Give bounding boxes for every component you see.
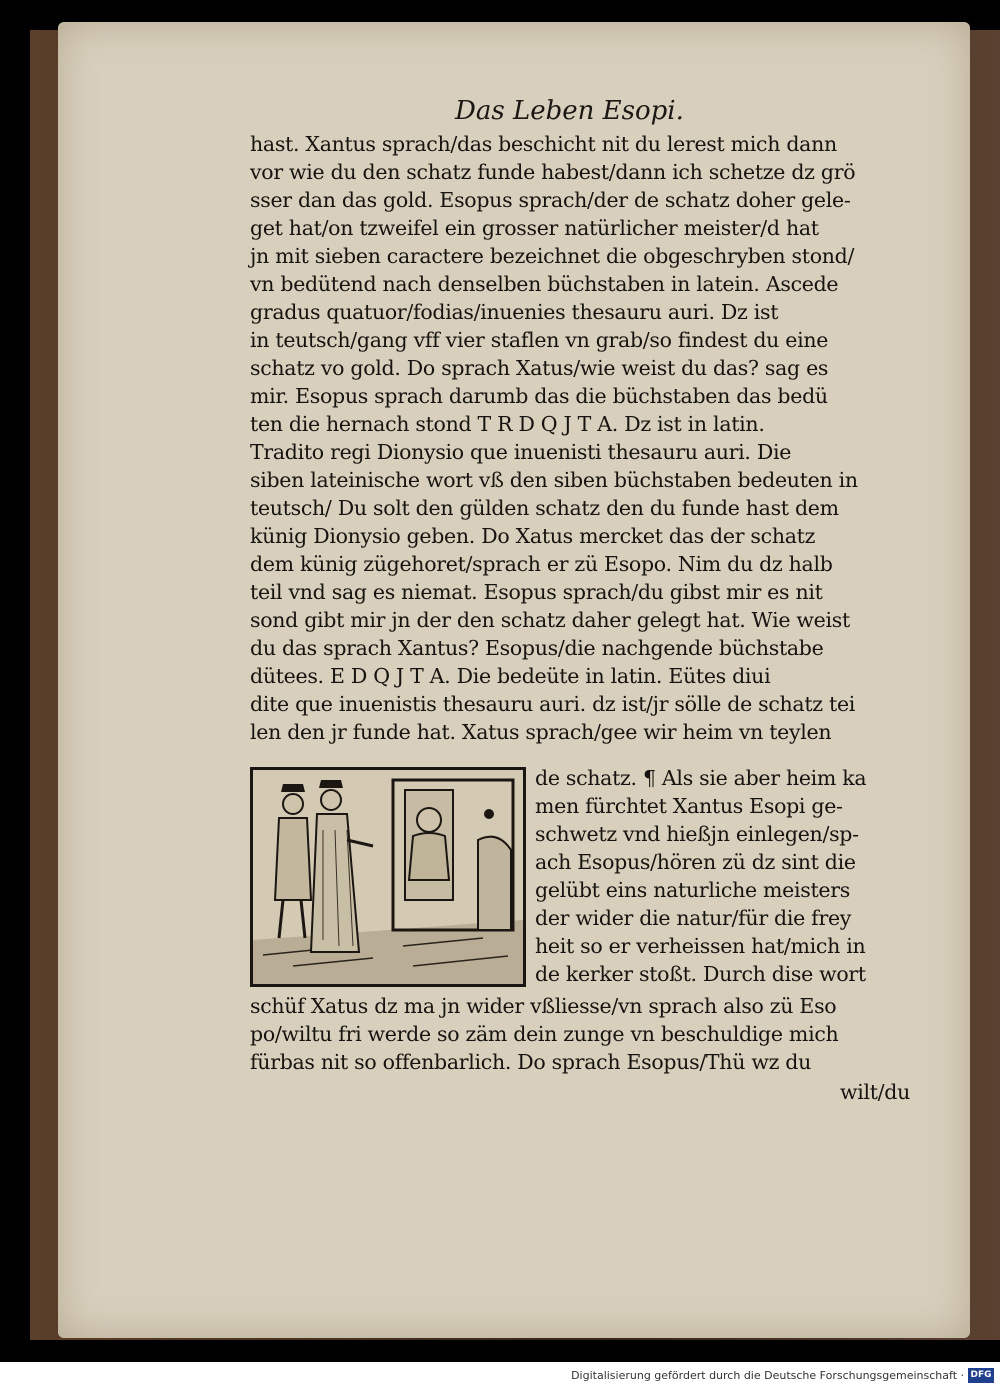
text-line: mir. Esopus sprach darumb das die büchstaben das bedü <box>250 384 828 408</box>
text-line: len den jr funde hat. Xatus sprach/gee wir heim vn teylen <box>250 720 832 744</box>
text-line: gradus quatuor/fodias/inuenies thesauru auri. Dz ist <box>250 300 779 324</box>
woodcut-illustration <box>250 767 526 987</box>
text-line: ten die hernach stond T R D Q J T A. Dz ist in latin. <box>250 412 765 436</box>
text-line: jn mit sieben caractere bezeichnet die obgeschryben stond/ <box>250 244 855 268</box>
text-line: vn bedütend nach denselben büchstaben in latein. Ascede <box>250 272 839 296</box>
text-line: der wider die natur/für die frey <box>535 906 852 930</box>
text-line: po/wiltu fri werde so zäm dein zunge vn beschuldige mich <box>250 1022 839 1046</box>
text-line: de schatz. ¶ Als sie aber heim ka <box>535 766 867 790</box>
text-line: dütees. E D Q J T A. Die bedeüte in latin. Eütes diui <box>250 664 771 688</box>
text-line: de kerker stoßt. Durch dise wort <box>535 962 866 986</box>
text-line: vor wie du den schatz funde habest/dann ich schetze dz grö <box>250 160 856 184</box>
text-line: schwetz vnd hießjn einlegen/sp- <box>535 822 859 846</box>
funding-notice: Digitalisierung gefördert durch die Deutsche Forschungsgemeinschaft · <box>571 1369 964 1382</box>
text-line: fürbas nit so offenbarlich. Do sprach Esopus/Thü wz du <box>250 1050 812 1074</box>
text-line: siben lateinische wort vß den siben büchstaben bedeuten in <box>250 468 858 492</box>
text-line: schüf Xatus dz ma jn wider vßliesse/vn sprach also zü Eso <box>250 994 837 1018</box>
text-line: sser dan das gold. Esopus sprach/der de schatz doher gele- <box>250 188 851 212</box>
text-line: hast. Xantus sprach/das beschicht nit du lerest mich dann <box>250 132 837 156</box>
text-line: men fürchtet Xantus Esopi ge- <box>535 794 843 818</box>
text-line: sond gibt mir jn der den schatz daher gelegt hat. Wie weist <box>250 608 850 632</box>
text-line: schatz vo gold. Do sprach Xatus/wie weist du das? sag es <box>250 356 829 380</box>
text-line: dem künig zügehoret/sprach er zü Esopo. Nim du dz halb <box>250 552 833 576</box>
text-line: heit so er verheissen hat/mich in <box>535 934 866 958</box>
text-line: ach Esopus/hören zü dz sint die <box>535 850 856 874</box>
catchword: wilt/du <box>839 1080 910 1104</box>
woodcut-figures-image <box>253 770 523 984</box>
text-line: Tradito regi Dionysio que inuenisti thesauru auri. Die <box>250 440 792 464</box>
running-head: Das Leben Esopi. <box>455 96 684 126</box>
text-line: teil vnd sag es niemat. Esopus sprach/du gibst mir es nit <box>250 580 823 604</box>
text-line: gelübt eins naturliche meisters <box>535 878 850 902</box>
text-line: teutsch/ Du solt den gülden schatz den du funde hast dem <box>250 496 839 520</box>
dfg-logo: DFG <box>968 1368 994 1383</box>
text-line: künig Dionysio geben. Do Xatus mercket das der schatz <box>250 524 816 548</box>
text-line: du das sprach Xantus? Esopus/die nachgende büchstabe <box>250 636 824 660</box>
text-line: in teutsch/gang vff vier staflen vn grab/so findest du eine <box>250 328 829 352</box>
text-line: get hat/on tzweifel ein grosser natürlicher meister/d hat <box>250 216 819 240</box>
footer-bar <box>0 1362 1000 1391</box>
text-line: dite que inuenistis thesauru auri. dz ist/jr sölle de schatz tei <box>250 692 856 716</box>
